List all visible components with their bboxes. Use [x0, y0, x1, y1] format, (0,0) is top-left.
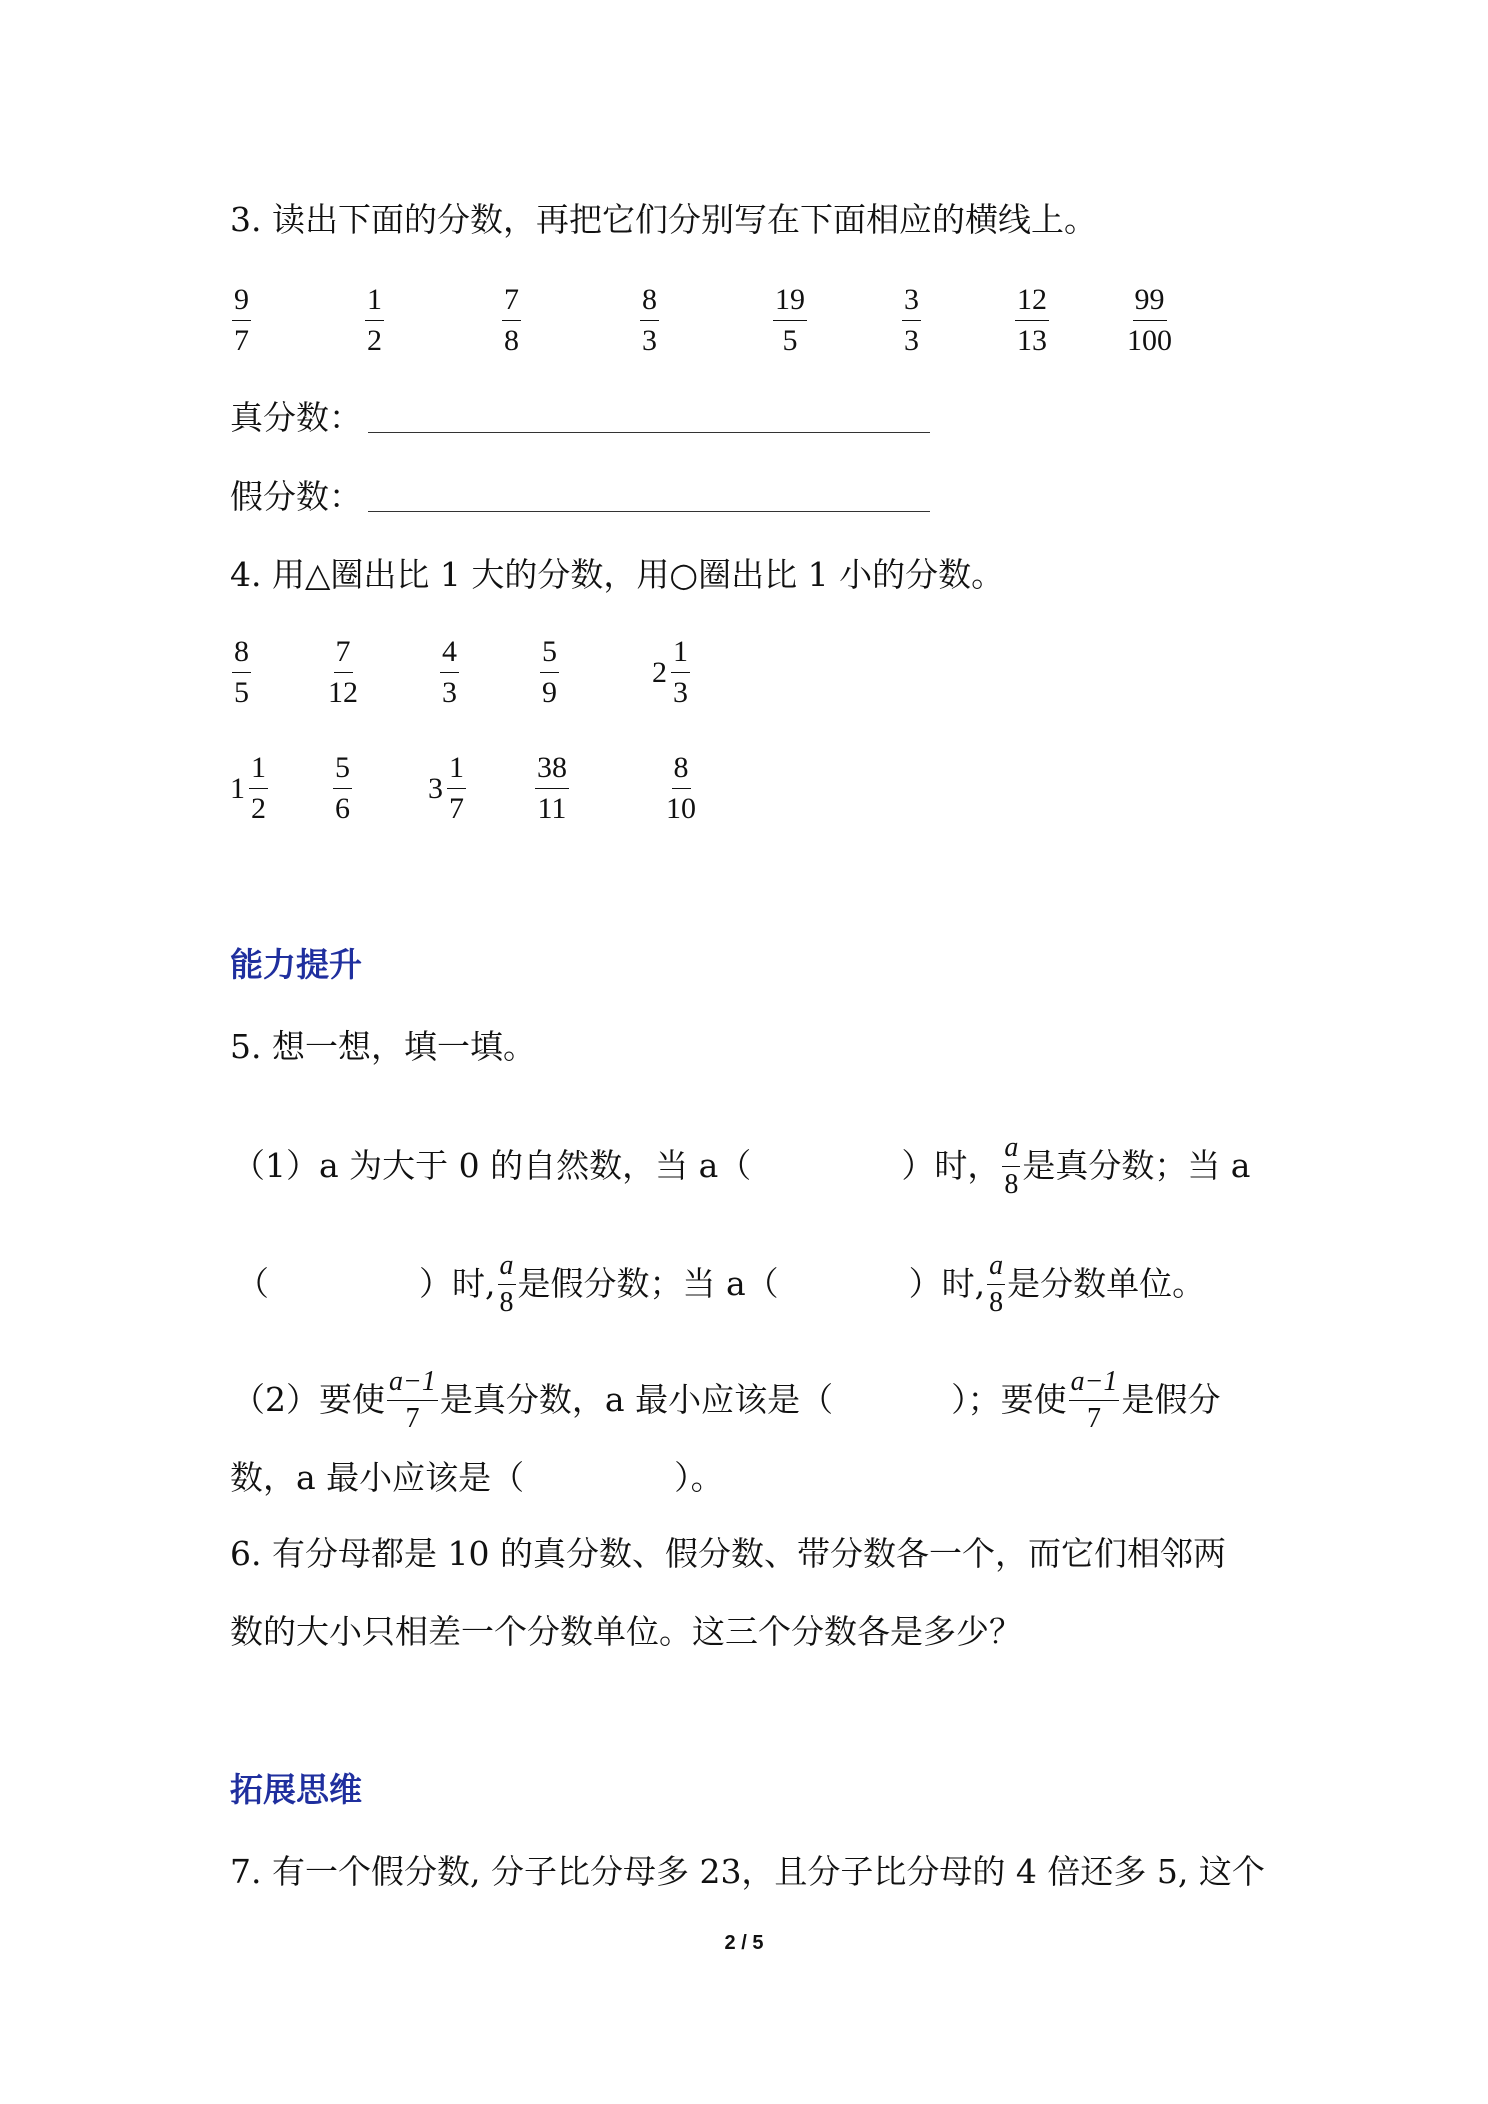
q3-fraction: $\frac{3}{3}$: [904, 283, 919, 357]
q4-mixed-number: 3 $\frac{1}{7}$: [428, 751, 464, 825]
q5-part2-line1: （2）要使 $\frac{a-1}{7}$ 是真分数，a 最小应该是（ ）；要使 $\frac{a-1}{7}$ 是假分: [232, 1365, 1221, 1434]
q4-fraction: $\frac{8}{10}$: [666, 751, 696, 825]
q4-fraction: $\frac{5}{6}$: [335, 751, 350, 825]
q3-fraction: $\frac{12}{13}$: [1017, 283, 1047, 357]
improper-fraction-label: 假分数：: [230, 477, 362, 516]
q3-fraction: $\frac{19}{5}$: [775, 283, 805, 357]
q5-part1-line2: （ ）时, $\frac{a}{8}$ 是假分数；当 a（ ）时, $\frac{a}{8}$ 是分数单位。: [236, 1249, 1206, 1318]
q6-line1: 6. 有分母都是 10 的真分数、假分数、带分数各一个，而它们相邻两: [230, 1534, 1226, 1573]
q3-text: 3. 读出下面的分数，再把它们分别写在下面相应的横线上。: [230, 200, 1097, 239]
improper-fraction-answer-line[interactable]: [368, 511, 930, 512]
q4-text: 4. 用△圈出比 1 大的分数，用○圈出比 1 小的分数。: [230, 555, 1005, 594]
section-heading-ability: 能力提升: [230, 945, 362, 984]
q4-mixed-number: 2 $\frac{1}{3}$: [652, 635, 688, 709]
q5-part1-line1: （1）a 为大于 0 的自然数，当 a（ ）时， $\frac{a}{8}$ 是真分数；当 a: [232, 1131, 1251, 1200]
q3-fraction: $\frac{99}{100}$: [1127, 283, 1172, 357]
q3-fraction: $\frac{9}{7}$: [234, 283, 249, 357]
proper-fraction-answer-line[interactable]: [368, 432, 930, 433]
q4-fraction: $\frac{38}{11}$: [537, 751, 567, 825]
q4-fraction: $\frac{5}{9}$: [542, 635, 557, 709]
proper-fraction-label: 真分数：: [230, 398, 362, 437]
q3-fraction: $\frac{1}{2}$: [367, 283, 382, 357]
q7-line1: 7. 有一个假分数, 分子比分母多 23，且分子比分母的 4 倍还多 5, 这个: [230, 1852, 1265, 1891]
q6-line2: 数的大小只相差一个分数单位。这三个分数各是多少？: [230, 1612, 1022, 1651]
page-number: 2 / 5: [724, 1932, 764, 1954]
q3-fraction: $\frac{7}{8}$: [504, 283, 519, 357]
q4-mixed-number: 1 $\frac{1}{2}$: [230, 751, 266, 825]
section-heading-extension: 拓展思维: [230, 1770, 362, 1809]
q4-fraction: $\frac{8}{5}$: [234, 635, 249, 709]
q5-part2-line2: 数，a 最小应该是（ ）。: [230, 1458, 724, 1497]
q3-fraction: $\frac{8}{3}$: [642, 283, 657, 357]
q5-text: 5. 想一想，填一填。: [230, 1027, 536, 1066]
q4-fraction: $\frac{4}{3}$: [442, 635, 457, 709]
q4-fraction: $\frac{7}{12}$: [328, 635, 358, 709]
